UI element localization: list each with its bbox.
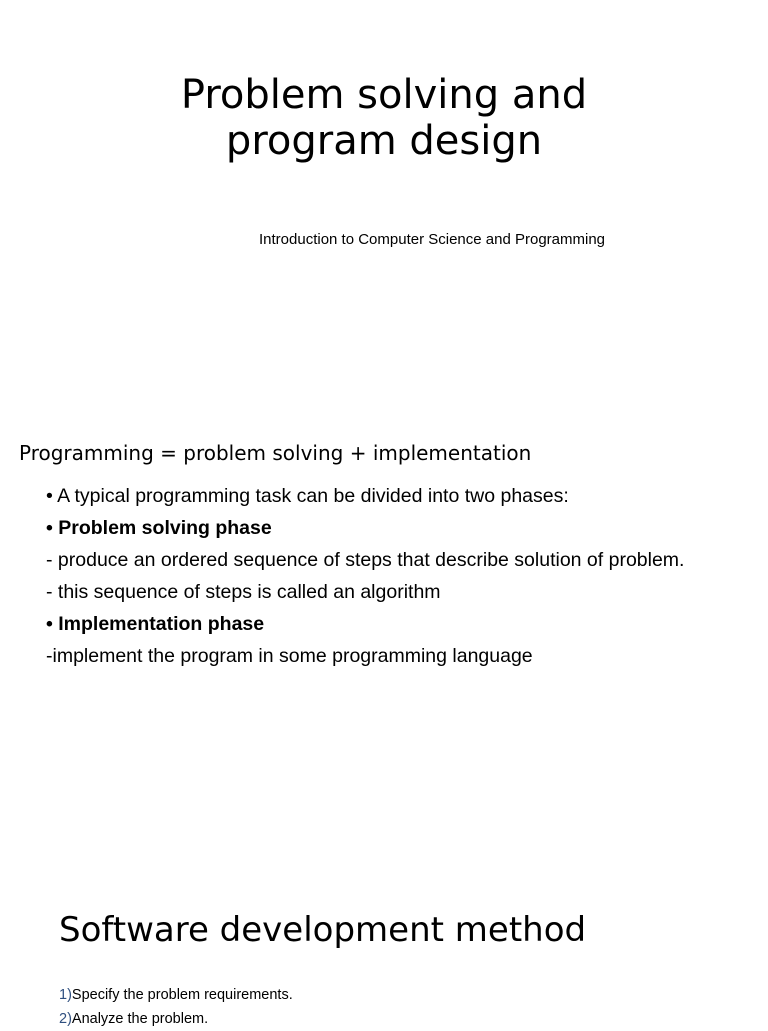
presentation-title xyxy=(0,72,768,164)
title-line-1: Problem solving and xyxy=(180,72,588,118)
presentation-subtitle: Introduction to Computer Science and Programming xyxy=(259,231,606,248)
list-item: • Problem solving phase xyxy=(46,517,272,539)
slide-software-development xyxy=(0,820,768,1027)
list-text: Analyze the problem. xyxy=(71,1011,209,1027)
list-item: • Implementation phase xyxy=(46,613,265,635)
list-item xyxy=(59,1007,293,1031)
list-number: 2) xyxy=(59,1011,72,1027)
list-number: 1) xyxy=(59,987,72,1003)
slide-heading: Programming = problem solving + implementation xyxy=(19,441,532,465)
list-item: -implement the program in some programming language xyxy=(46,645,533,667)
slide-programming xyxy=(0,400,768,820)
list-item: - produce an ordered sequence of steps that describe solution of problem. xyxy=(46,549,685,571)
list-item: - this sequence of steps is called an algorithm xyxy=(46,581,441,603)
list-item: • A typical programming task can be divided into two phases: xyxy=(46,485,569,507)
list-item xyxy=(59,983,293,1007)
bullet-list xyxy=(46,484,746,676)
slide-heading: Software development method xyxy=(59,910,587,950)
list-text: Specify the problem requirements. xyxy=(71,987,293,1003)
title-line-2: program design xyxy=(225,118,543,164)
slide-title xyxy=(0,0,768,400)
